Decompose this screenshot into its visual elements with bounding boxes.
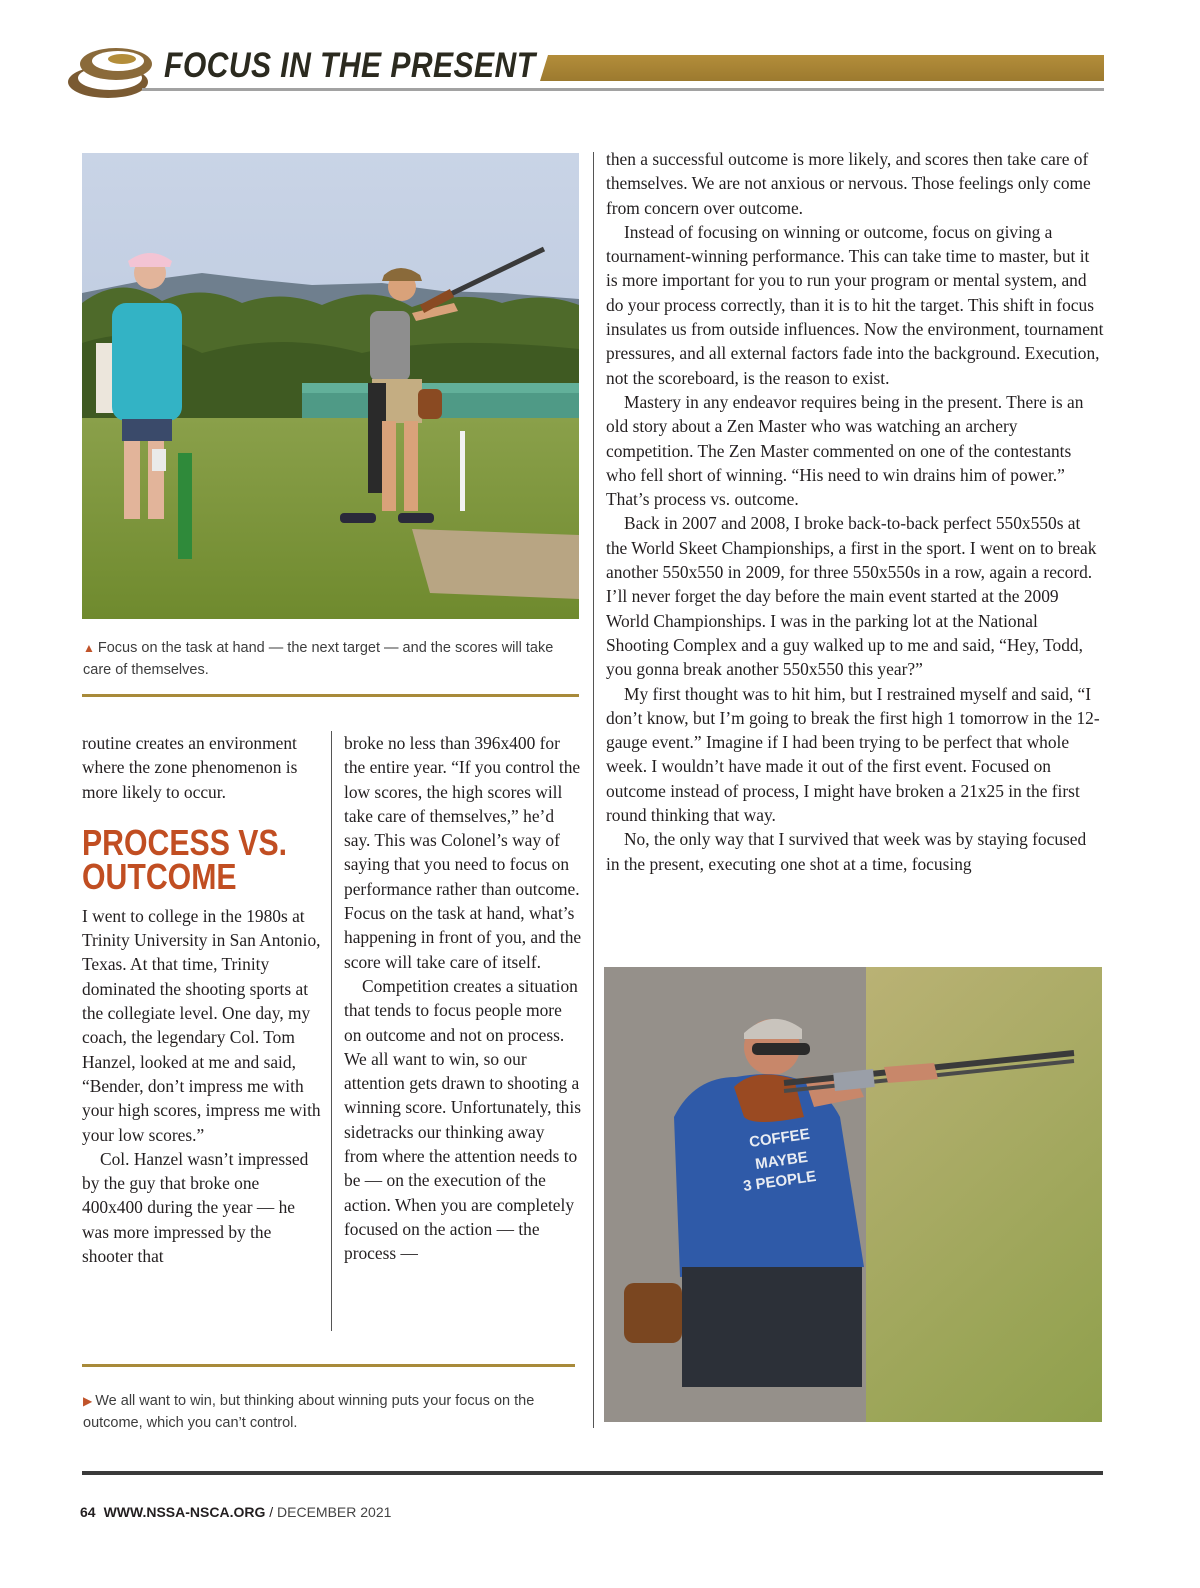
subhead-process-vs-outcome: PROCESS VS. OUTCOME: [82, 821, 288, 897]
caption-triangle-right-icon: ▶: [83, 1394, 93, 1408]
website-link[interactable]: WWW.NSSA-NSCA.ORG: [103, 1504, 266, 1520]
header-underline: [142, 88, 1104, 91]
article-column-left: [82, 731, 322, 1268]
paragraph: Instead of focusing on winning or outcome, focus on giving a tournament-winning performance. This can take time to master, but it is more important for you to run your program or mental system, and do your process correctly, than it is to hit the target. This shift in focus insulates us from outside influences. Now the environment, tournament pressures, and all external factors fade into the background. Execution, not the scoreboard, is the reason to exist.: [606, 221, 1104, 388]
paragraph: Col. Hanzel wasn’t impressed by the guy that broke one 400x400 during the year — he was more impressed by the shooter that: [82, 1148, 309, 1267]
paragraph: Competition creates a situation that tends to focus people more on outcome and not on process. We all want to win, so our attention gets drawn to shooting a winning score. Unfortunately, this sidetracks our thinking away from where the attention needs to be — on the execution of the action. When you are completely focused on the action — the process —: [344, 975, 581, 1264]
caption-divider: [82, 1364, 575, 1367]
paragraph: broke no less than 396x400 for the entire year. “If you control the low scores, the high scores will take care of themselves,” he’d say. This was Colonel’s way of saying that you need to focus on performance rather than outcome. Focus on the task at hand, what’s happening in front of you, and the score will take care of itself.: [344, 733, 582, 972]
shirt-text: COFFEE: [748, 1125, 811, 1151]
clay-target-logo-icon: [66, 40, 158, 102]
page-header: [66, 40, 1106, 104]
paragraph: Mastery in any endeavor requires being in the present. There is an old story about a Zen Master who was watching an archery competition. The Zen Master commented on one of the contestants who fell short of winning. “His need to win drains him of power.” That’s process vs. outcome.: [606, 391, 1084, 510]
caption-divider: [82, 694, 579, 697]
paragraph: No, the only way that I survived that week was by staying focused in the present, executing one shot at a time, focusing: [606, 829, 1087, 874]
shooter-mounting-shotgun-photo: [82, 153, 579, 619]
column-divider: [593, 152, 594, 1428]
paragraph: then a successful outcome is more likely, and scores then take care of themselves. We are not anxious or nervous. Those feelings only come from concern over outcome.: [606, 149, 1091, 218]
paragraph: routine creates an environment where the zone phenomenon is more likely to occur.: [82, 733, 298, 802]
shirt-text: 3 PEOPLE: [742, 1167, 818, 1195]
shirt-text: MAYBE: [754, 1148, 809, 1173]
caption-triangle-up-icon: ▲: [83, 641, 95, 655]
article-column-middle: [344, 731, 582, 1266]
paragraph: I went to college in the 1980s at Trinity University in San Antonio, Texas. At that time, Trinity dominated the shooting sports at the collegiate level. One day, my coach, the legendary Col. Tom Hanzel, looked at me and said, “Bender, don’t impress me with your high scores, impress me with your low scores.”: [82, 905, 321, 1145]
footer-separator: /: [269, 1504, 274, 1520]
issue-date: DECEMBER 2021: [277, 1504, 392, 1520]
article-column-right: [606, 147, 1104, 876]
page-number: 64: [80, 1504, 96, 1520]
paragraph: My first thought was to hit him, but I restrained myself and said, “I don’t know, but I’m going to break the first high 1 tomorrow in the 12-gauge event.” Imagine if I had been trying to be perfect that whole week. I wouldn’t have made it out of the first event. Focused on outcome instead of process, I might have broken a 21x25 in the first round thinking that way.: [606, 683, 1100, 826]
shooter-aiming-over-under-photo: [604, 967, 1102, 1422]
section-title: FOCUS IN THE PRESENT: [164, 46, 536, 85]
column-divider: [331, 731, 332, 1331]
page-footer: [80, 1504, 391, 1520]
photo-caption-bottom: ▶ We all want to win, but thinking about winning puts your focus on the outcome, which you can’t control.: [83, 1393, 535, 1431]
photo-caption-top: ▲ Focus on the task at hand — the next target — and the scores will take care of themselves.: [83, 640, 554, 678]
paragraph: Back in 2007 and 2008, I broke back-to-back perfect 550x550s at the World Skeet Championships, a first in the sport. I went on to break another 550x550 in 2009, for three 550x550s in a row, again a record. I’ll never forget the day before the main event started at the 2009 World Championships. I was in the parking lot at the National Shooting Complex and a guy walked up to me and said, “Hey, Todd, you gonna break another 550x550 this year?”: [606, 513, 1097, 680]
header-accent-bar: [540, 55, 1104, 81]
footer-rule: [82, 1471, 1103, 1475]
